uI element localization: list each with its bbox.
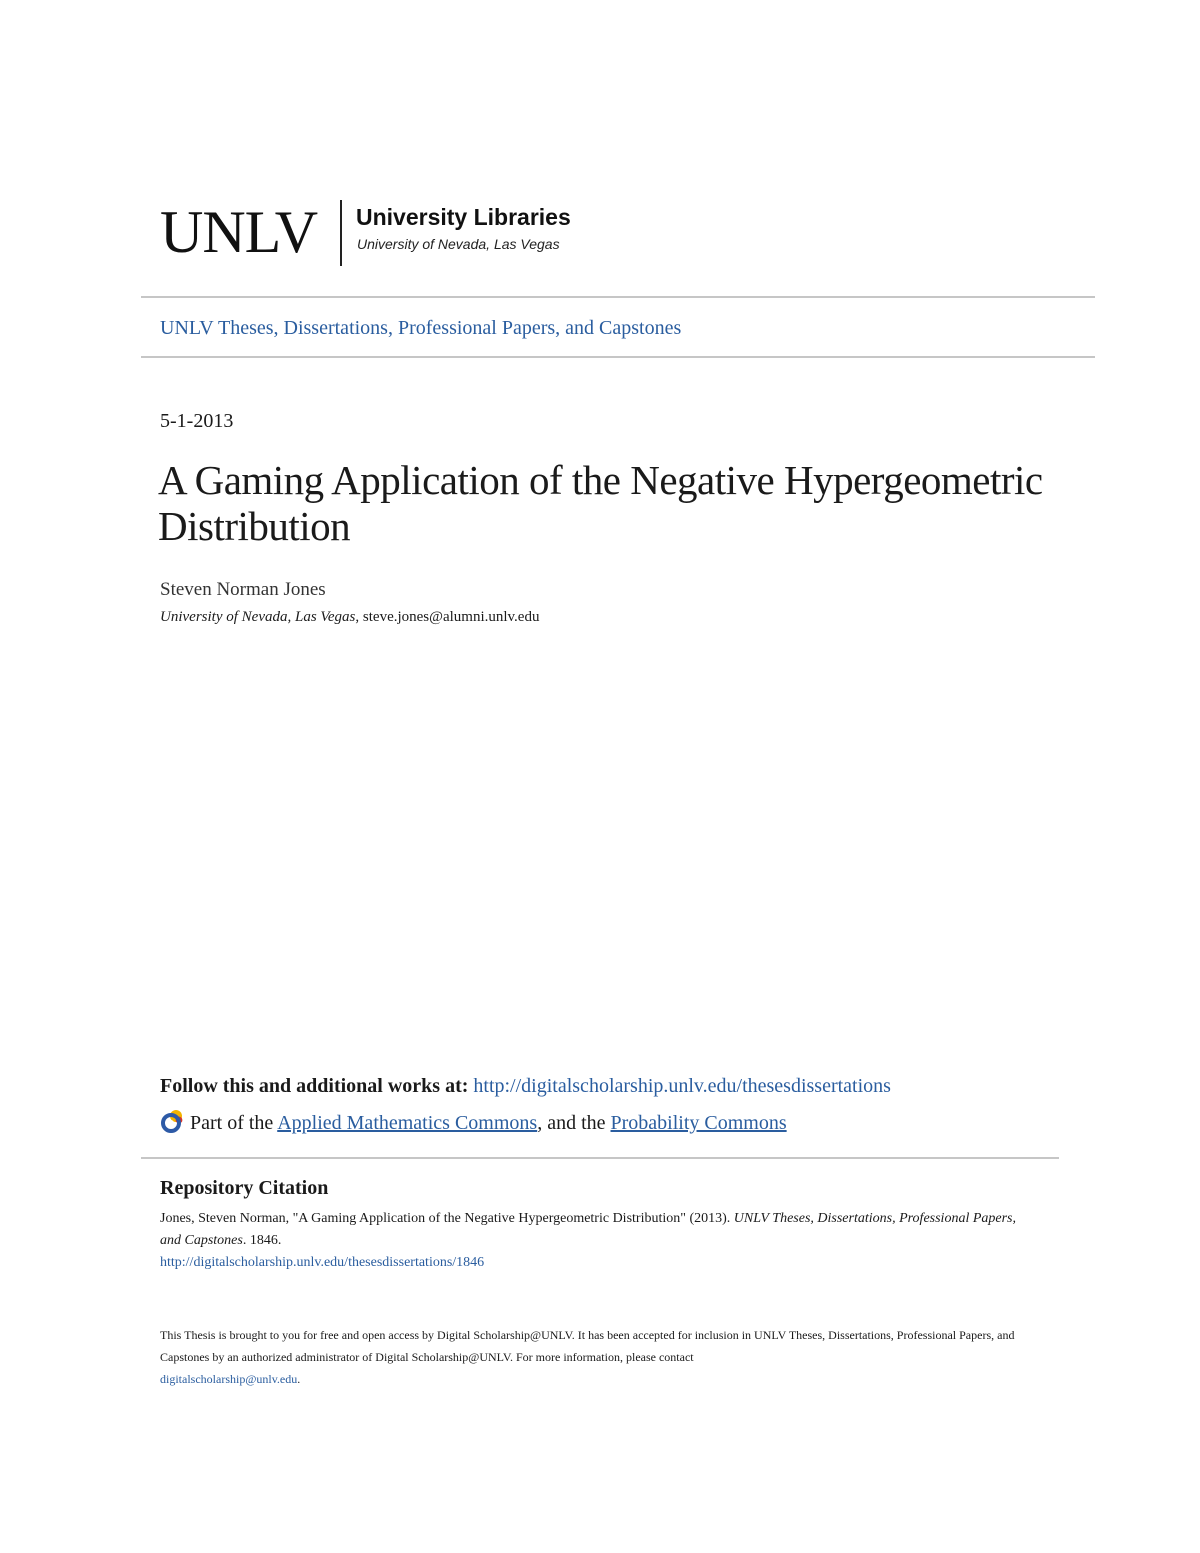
- affiliation-email: , steve.jones@alumni.unlv.edu: [355, 609, 540, 625]
- commons-separator: , and the: [537, 1112, 611, 1134]
- citation-url-link[interactable]: http://digitalscholarship.unlv.edu/thesesdissertations/1846: [160, 1255, 485, 1270]
- affiliation-institution: University of Nevada, Las Vegas: [160, 609, 356, 625]
- contact-email-link[interactable]: digitalscholarship@unlv.edu: [160, 1372, 298, 1386]
- author-affiliation: [160, 609, 539, 626]
- follow-url-link[interactable]: http://digitalscholarship.unlv.edu/thesesdissertations: [473, 1075, 891, 1097]
- repository-citation-text: [160, 1208, 1040, 1274]
- citation-number: . 1846.: [242, 1233, 282, 1248]
- applied-mathematics-commons-link[interactable]: Applied Mathematics Commons: [277, 1112, 538, 1134]
- logo-wordmark: UNLV: [160, 199, 318, 265]
- bepress-commons-icon: [160, 1108, 186, 1134]
- part-of-label: Part of the: [190, 1112, 278, 1134]
- access-note-text: This Thesis is brought to you for free and open access by Digital Scholarship@UNLV. It has been accepted for inclusion in UNLV Theses, Dissertations, Professional Papers, and Capstones by an authorized administrator of Digital Scholarship@UNLV. For more information, please contact: [160, 1328, 1015, 1364]
- follow-line: [160, 1075, 891, 1098]
- probability-commons-link[interactable]: Probability Commons: [610, 1112, 787, 1134]
- open-access-note: [160, 1324, 1050, 1390]
- citation-rule: [141, 1157, 1059, 1159]
- header-bottom-rule: [141, 356, 1095, 358]
- citation-text: Jones, Steven Norman, "A Gaming Application of the Negative Hypergeometric Distribution" (2013).: [160, 1211, 734, 1226]
- access-note-end: .: [297, 1372, 301, 1386]
- unlv-libraries-logo: [160, 196, 760, 268]
- part-of-line: [160, 1108, 787, 1135]
- logo-library-name: University Libraries: [356, 204, 571, 230]
- follow-label: Follow this and additional works at:: [160, 1075, 474, 1097]
- author-name: Steven Norman Jones: [160, 579, 326, 600]
- header-top-rule: [141, 296, 1095, 298]
- logo-university-name: University of Nevada, Las Vegas: [357, 236, 560, 252]
- document-title: A Gaming Application of the Negative Hypergeometric Distribution: [158, 457, 1043, 549]
- logo-divider: [340, 200, 342, 266]
- publication-date: 5-1-2013: [160, 410, 234, 432]
- citation-series: UNLV Theses, Dissertations, Professional Papers, and Capstones: [160, 1211, 1017, 1248]
- series-link[interactable]: UNLV Theses, Dissertations, Professional Papers, and Capstones: [160, 317, 682, 339]
- repository-citation-heading: Repository Citation: [160, 1177, 329, 1199]
